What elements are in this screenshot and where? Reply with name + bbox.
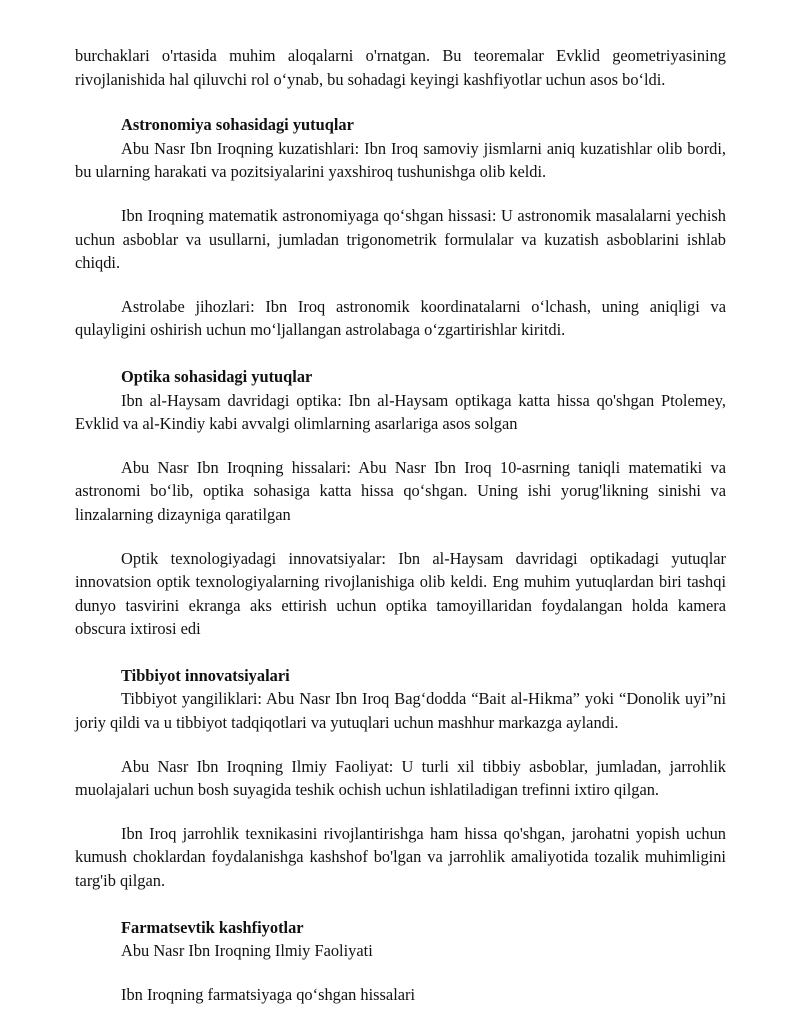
paragraph-pharmacy-contributions: Ibn Iroqning farmatsiyaga qo‘shgan hissalari	[121, 984, 416, 1004]
paragraph-astrolabe: Astrolabe jihozlari: Ibn Iroq astronomik koordinatalarni o‘lchash, uning aniqligi va qulayligini oshirish uchun mo‘ljallangan astrolabaga o‘zgartirishlar kiritdi.	[75, 296, 726, 340]
section-heading-astronomy: Astronomiya sohasidagi yutuqlar	[121, 115, 354, 135]
paragraph-intro-continuation: burchaklari o'rtasida muhim aloqalarni o'rnatgan. Bu teoremalar Evklid geometriyasining rivojlanishida hal qiluvchi rol o‘ynab, bu sohadagi keyingi kashfiyotlar uchun asos bo‘ldi.	[75, 46, 726, 89]
paragraph-medical-news: Tibbiyot yangiliklari: Abu Nasr Ibn Iroq Bag‘dodda “Bait al-Hikma” yoki “Donolik uyi”ni joriy qildi va u tibbiyot tadqiqotlari va yutuqlari uchun mashhur markazga aylandi.	[75, 689, 726, 733]
section-heading-medicine: Tibbiyot innovatsiyalari	[121, 665, 290, 685]
section-heading-optics: Optika sohasidagi yutuqlar	[121, 366, 313, 386]
paragraph-pharmacy-activity: Abu Nasr Ibn Iroqning Ilmiy Faoliyati	[121, 941, 373, 961]
paragraph-surgery: Ibn Iroq jarrohlik texnikasini rivojlantirishga ham hissa qo'shgan, jarohatni yopish uchun kumush choklardan foydalanishga kashshof bo'lgan va jarrohlik amaliyotida tozalik muhimligini targ'ib qilgan.	[75, 823, 726, 891]
paragraph-optics-era: Ibn al-Haysam davridagi optika: Ibn al-Haysam optikaga katta hissa qo'shgan Ptolemey, Evklid va al-Kindiy kabi avvalgi olimlarning asarlariga asos solgan	[75, 390, 726, 434]
section-heading-pharmacy: Farmatsevtik kashfiyotlar	[121, 917, 304, 937]
paragraph-observations: Abu Nasr Ibn Iroqning kuzatishlari: Ibn Iroq samoviy jismlarni aniq kuzatishlar olib bordi, bu ularning harakati va pozitsiyalarini yaxshiroq tushunishga olib keldi.	[75, 138, 726, 182]
document-page	[75, 44, 726, 1006]
paragraph-math-astronomy: Ibn Iroqning matematik astronomiyaga qo‘shgan hissasi: U astronomik masalalarni yechish uchun asboblar va usullarni, jumladan trigonometrik formulalar va kuzatish asboblarini ishlab chiqdi.	[75, 205, 726, 273]
paragraph-optical-innovations: Optik texnologiyadagi innovatsiyalar: Ibn al-Haysam davridagi optikadagi yutuqlar innovatsion optik texnologiyalarning rivojlanishiga olib keldi. Eng muhim yutuqlardan biri tashqi dunyo tasvirini ekranga aks ettirish uchun optika tamoyillaridan foydalangan holda kamera obscura ixtirosi edi	[75, 548, 726, 639]
paragraph-scientific-activity: Abu Nasr Ibn Iroqning Ilmiy Faoliyat: U turli xil tibbiy asboblar, jumladan, jarrohlik muolajalari uchun bosh suyagida teshik ochish uchun ishlatiladigan trefinni ixtiro qilgan.	[75, 756, 726, 800]
paragraph-contributions: Abu Nasr Ibn Iroqning hissalari: Abu Nasr Ibn Iroq 10-asrning taniqli matematiki va astronomi bo‘lib, optika sohasiga katta hissa qo‘shgan. Uning ishi yorug'likning sinishi va linzalarning dizayniga qaratilgan	[75, 457, 726, 524]
